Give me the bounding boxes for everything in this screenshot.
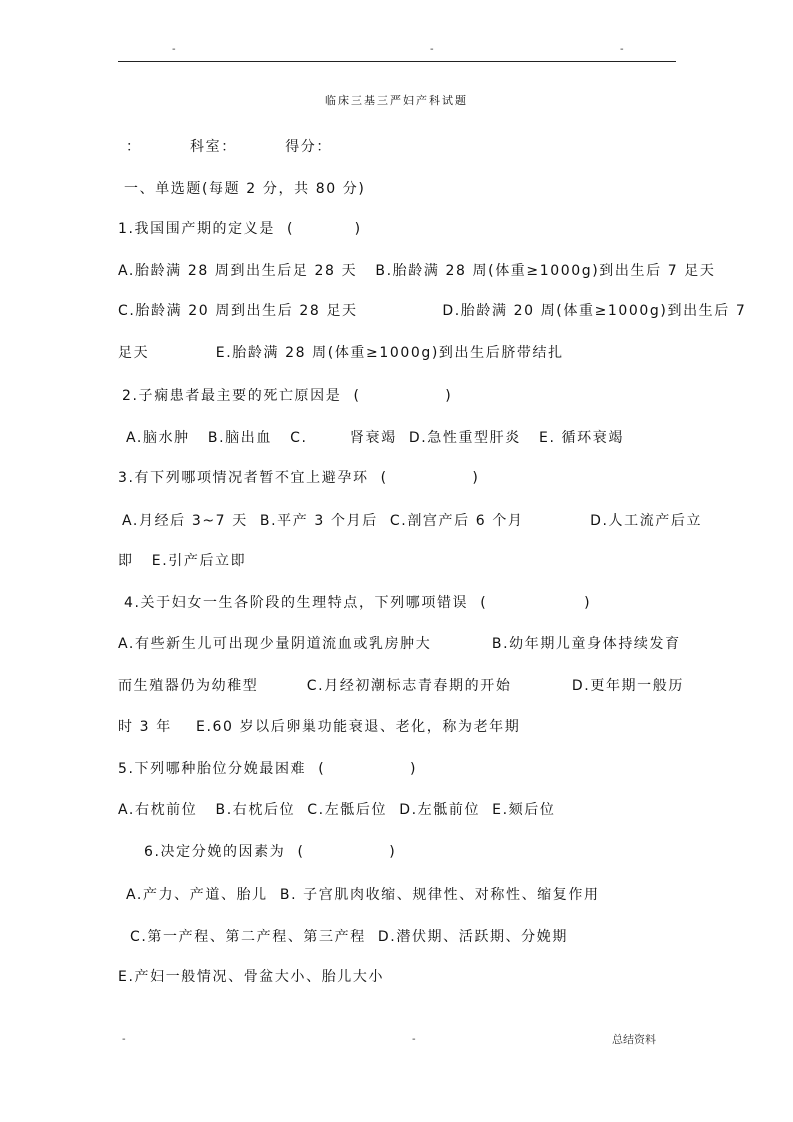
question-4-stem: 4.关于妇女一生各阶段的生理特点，下列哪项错误 ( ): [124, 595, 592, 611]
section-heading: 一、单选题(每题 2 分，共 80 分): [124, 181, 366, 197]
question-1-options-line: A.胎龄满 28 周到出生后足 28 天 B.胎龄满 28 周(体重≥1000g)到出生后 7 足天: [118, 263, 716, 279]
footer-dot-left: -: [122, 1034, 126, 1045]
question-6-options-line: C.第一产程、第二产程、第三产程 D.潜伏期、活跃期、分娩期: [130, 929, 568, 945]
question-5-stem: 5.下列哪种胎位分娩最困难 ( ): [118, 761, 418, 777]
question-5-options-line: A.右枕前位 B.右枕后位 C.左骶后位 D.左骶前位 E.颏后位: [118, 802, 556, 818]
document-title: 临床三基三严妇产科试题: [325, 94, 468, 107]
question-3-options-line: A.月经后 3~7 天 B.平产 3 个月后 C.剖宫产后 6 个月 D.人工流产后立: [122, 513, 703, 529]
question-2-stem: 2.子痫患者最主要的死亡原因是 ( ): [122, 388, 453, 404]
question-6-options-line: E.产妇一般情况、骨盆大小、胎儿大小: [118, 969, 385, 985]
question-4-options-line: 时 3 年 E.60 岁以后卵巢功能衰退、老化，称为老年期: [118, 719, 521, 735]
question-1-stem: 1.我国围产期的定义是 ( ): [118, 221, 362, 237]
question-3-options-line: 即 E.引产后立即: [118, 553, 247, 569]
question-6-options-line: A.产力、产道、胎儿 B. 子宫肌肉收缩、规律性、对称性、缩复作用: [126, 887, 600, 903]
question-6-stem: 6.决定分娩的因素为 ( ): [144, 844, 397, 860]
header-dot-middle: -: [430, 44, 434, 55]
header-rule: [118, 61, 676, 62]
header-dot-right: -: [620, 44, 624, 55]
question-3-stem: 3.有下列哪项情况者暂不宜上避孕环 ( ): [118, 470, 480, 486]
footer-dot-middle: -: [412, 1034, 416, 1045]
question-1-options-line: C.胎龄满 20 周到出生后 28 足天 D.胎龄满 20 周(体重≥1000g)到出生后 7: [118, 303, 747, 319]
info-line: ： 科室： 得分：: [126, 139, 333, 155]
footer-label: 总结资料: [612, 1033, 656, 1046]
question-4-options-line: 而生殖器仍为幼稚型 C.月经初潮标志青春期的开始 D.更年期一般历: [118, 678, 684, 694]
header-dot-left: -: [172, 44, 176, 55]
question-4-options-line: A.有些新生儿可出现少量阴道流血或乳房肿大 B.幼年期儿童身体持续发育: [118, 636, 681, 652]
question-1-options-line: 足天 E.胎龄满 28 周(体重≥1000g)到出生后脐带结扎: [118, 345, 564, 361]
question-2-options-line: A.脑水肿 B.脑出血 C. 肾衰竭 D.急性重型肝炎 E. 循环衰竭: [126, 430, 624, 446]
